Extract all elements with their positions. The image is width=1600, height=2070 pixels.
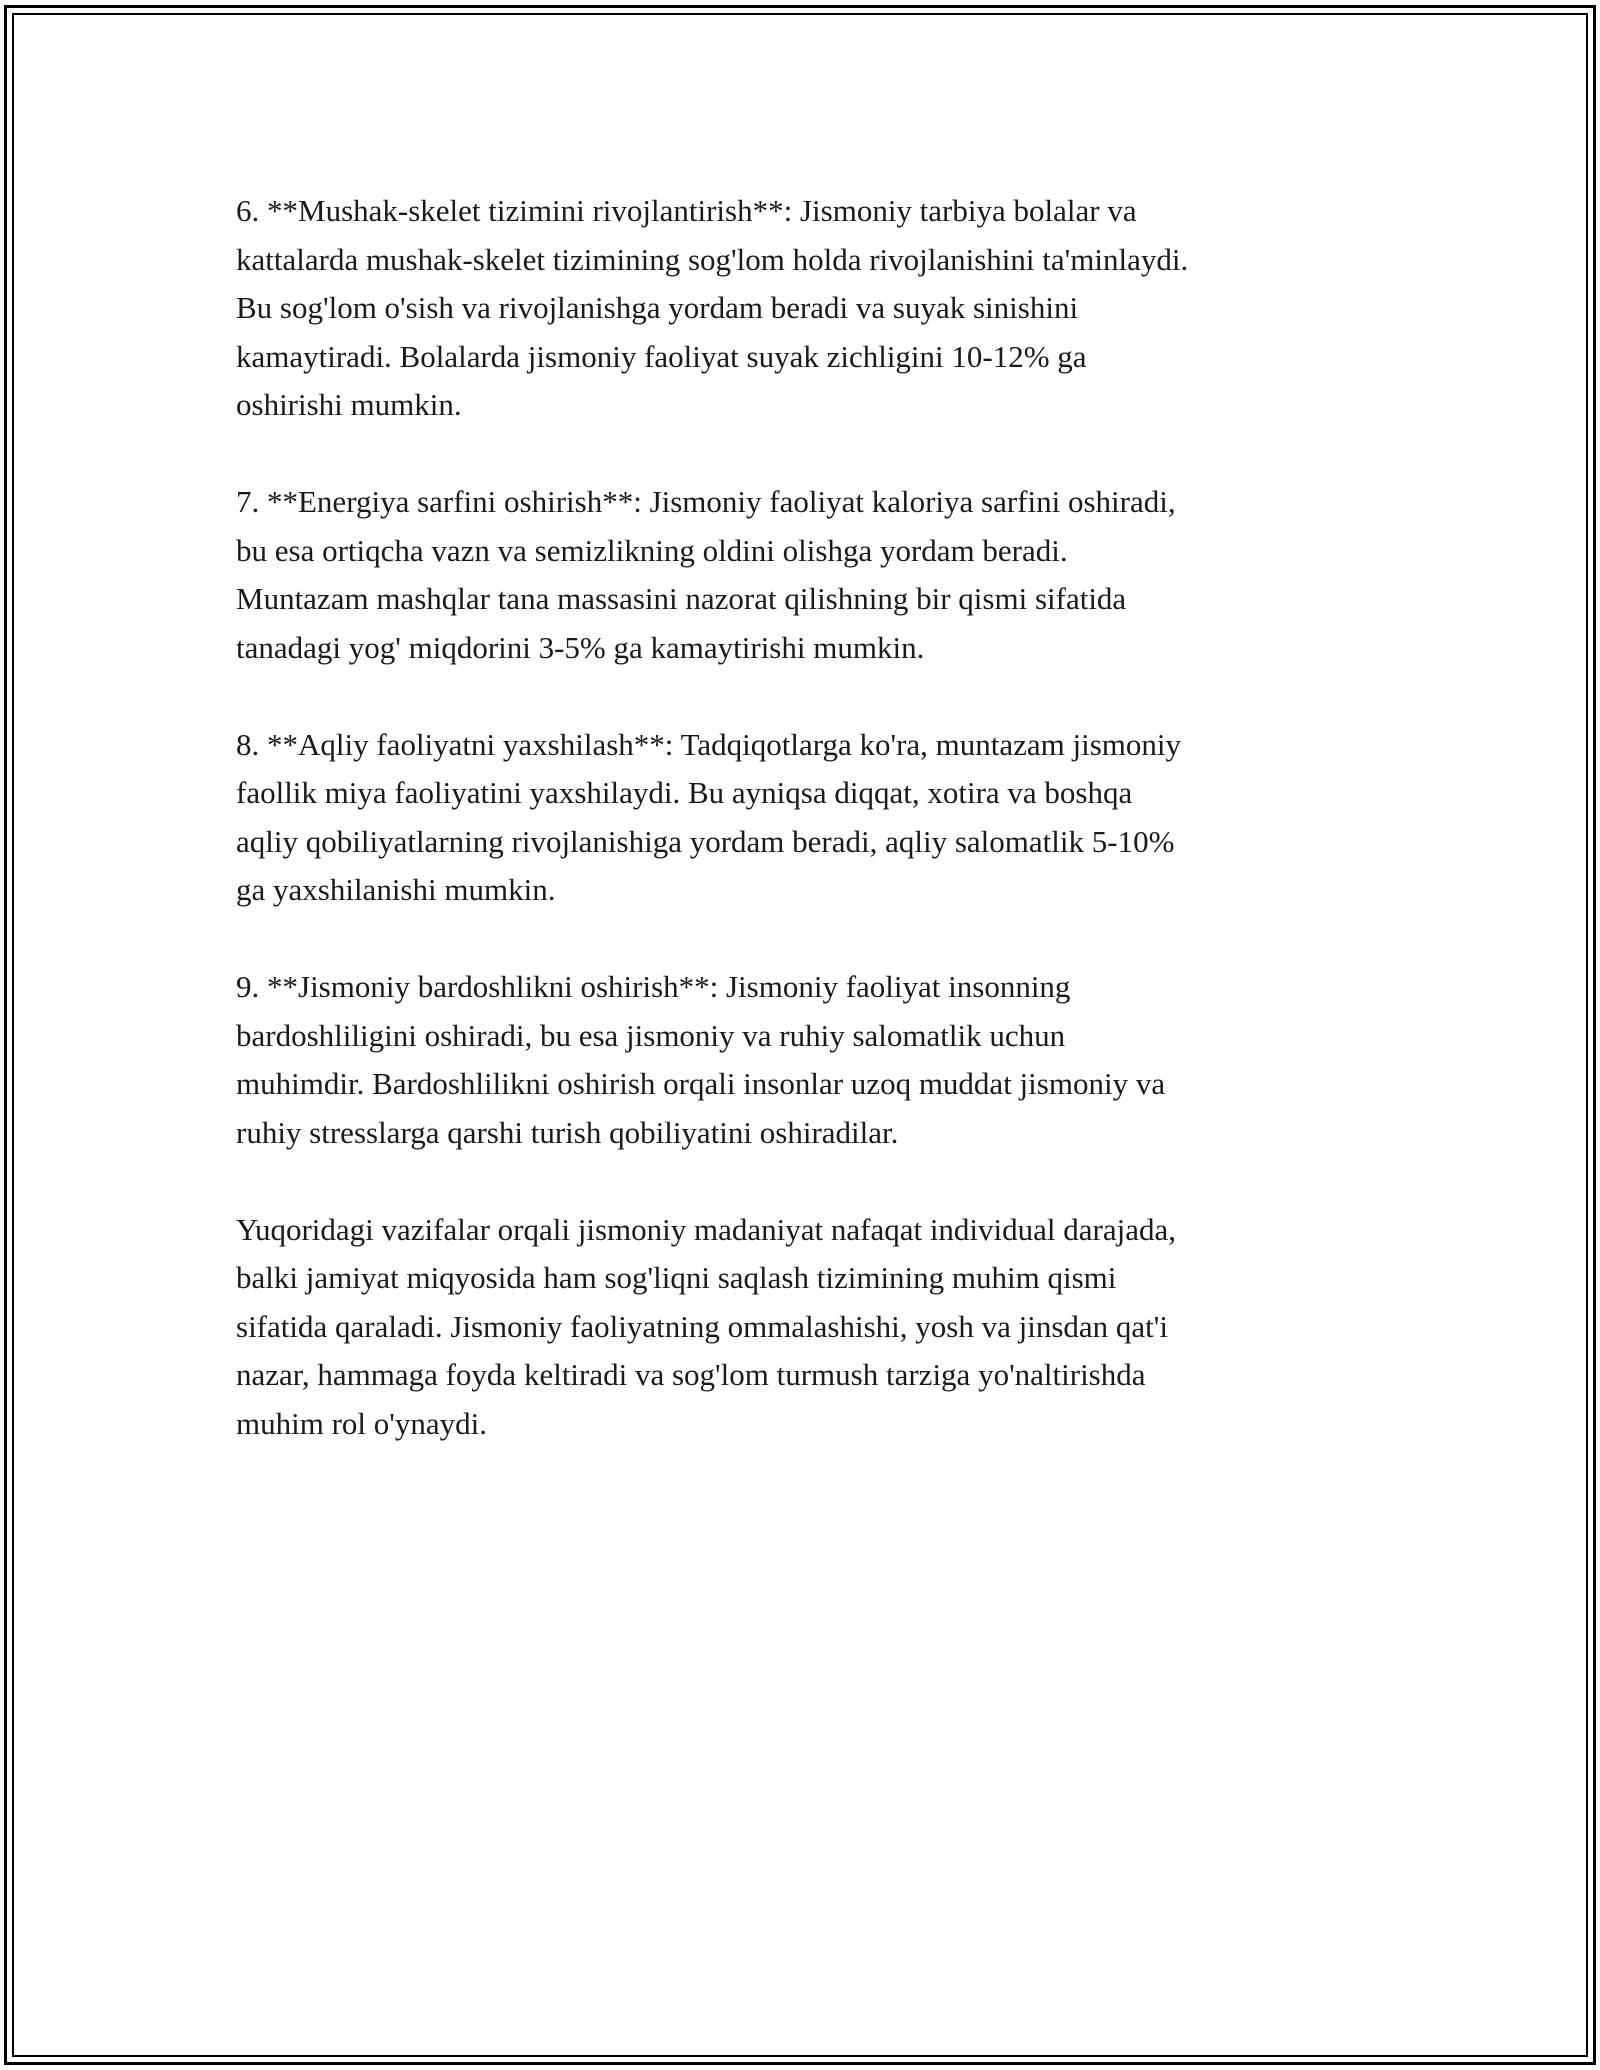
paragraph-line: kamaytiradi. Bolalarda jismoniy faoliyat suyak zichligini 10-12% ga bbox=[236, 338, 1087, 374]
paragraph-line: sifatida qaraladi. Jismoniy faoliyatning ommalashishi, yosh va jinsdan qat'i bbox=[236, 1308, 1168, 1344]
paragraph-line: aqliy qobiliyatlarning rivojlanishiga yordam beradi, aqliy salomatlik 5-10% bbox=[236, 823, 1175, 859]
paragraph-9-endurance bbox=[236, 963, 1386, 1157]
paragraph-line: Muntazam mashqlar tana massasini nazorat qilishning bir qismi sifatida bbox=[236, 581, 1127, 616]
paragraph-line: 8. **Aqliy faoliyatni yaxshilash**: Tadqiqotlarga ko'ra, muntazam jismoniy bbox=[236, 726, 1182, 762]
paragraph-6-musculoskeletal bbox=[236, 187, 1386, 430]
paragraph-line: kattalarda mushak-skelet tizimining sog'lom holda rivojlanishini ta'minlaydi. bbox=[236, 241, 1189, 277]
paragraph-line: muhimdir. Bardoshlilikni oshirish orqali insonlar uzoq muddat jismoniy va bbox=[236, 1066, 1166, 1101]
document-body bbox=[236, 187, 1386, 1497]
paragraph-7-energy bbox=[236, 478, 1386, 672]
paragraph-line: ga yaxshilanishi mumkin. bbox=[236, 872, 556, 907]
paragraph-line: nazar, hammaga foyda keltiradi va sog'lom turmush tarziga yo'naltirishda bbox=[236, 1357, 1146, 1392]
paragraph-line: oshirishi mumkin. bbox=[236, 387, 462, 422]
paragraph-line: ruhiy stresslarga qarshi turish qobiliyatini oshiradilar. bbox=[236, 1114, 899, 1150]
paragraph-line: 6. **Mushak-skelet tizimini rivojlantirish**: Jismoniy tarbiya bolalar va bbox=[236, 193, 1137, 228]
paragraph-8-cognitive bbox=[236, 721, 1386, 915]
paragraph-line: bardoshliligini oshiradi, bu esa jismoniy va ruhiy salomatlik uchun bbox=[236, 1017, 1066, 1053]
paragraph-line: Yuqoridagi vazifalar orqali jismoniy madaniyat nafaqat individual darajada, bbox=[236, 1211, 1177, 1247]
paragraph-line: 7. **Energiya sarfini oshirish**: Jismoniy faoliyat kaloriya sarfini oshiradi, bbox=[236, 484, 1176, 519]
paragraph-line: Bu sog'lom o'sish va rivojlanishga yordam beradi va suyak sinishini bbox=[236, 290, 1079, 325]
paragraph-conclusion bbox=[236, 1206, 1386, 1449]
paragraph-line: faollik miya faoliyatini yaxshilaydi. Bu ayniqsa diqqat, xotira va boshqa bbox=[236, 775, 1133, 810]
paragraph-line: tanadagi yog' miqdorini 3-5% ga kamaytirishi mumkin. bbox=[236, 629, 925, 665]
paragraph-line: balki jamiyat miqyosida ham sog'liqni saqlash tizimining muhim qismi bbox=[236, 1260, 1117, 1295]
paragraph-line: muhim rol o'ynaydi. bbox=[236, 1405, 487, 1441]
paragraph-line: 9. **Jismoniy bardoshlikni oshirish**: Jismoniy faoliyat insonning bbox=[236, 969, 1071, 1004]
paragraph-line: bu esa ortiqcha vazn va semizlikning oldini olishga yordam beradi. bbox=[236, 532, 1068, 568]
